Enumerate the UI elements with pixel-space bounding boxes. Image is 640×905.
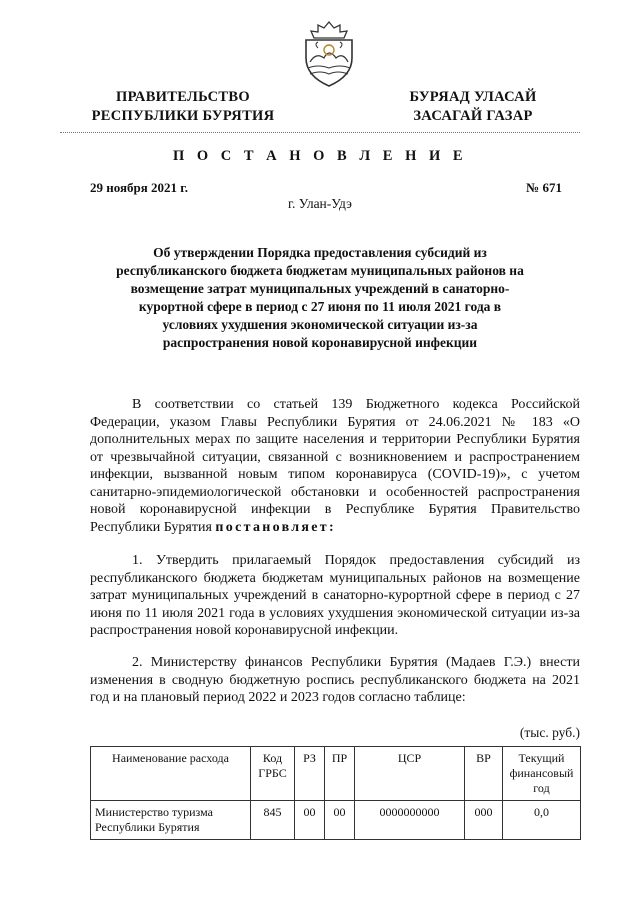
col-header-csr: ЦСР xyxy=(355,747,465,801)
document-city: г. Улан-Удэ xyxy=(288,196,352,211)
clause-1-paragraph: 1. Утвердить прилагаемый Порядок предоставления субсидий из республиканского бюджета бюджетам муниципальных районов на возмещение затрат муниципальных учреждений в санаторно-курортной сфере в период с 27 июня по 11 июля 2021 года в условиях ухудшения экономической ситуации из-за распространения новой коронавирусной инфекции. xyxy=(90,553,580,638)
header-left-line1: ПРАВИТЕЛЬСТВО xyxy=(116,89,250,105)
coat-of-arms-emblem xyxy=(296,18,362,90)
cell-csr: 0000000000 xyxy=(355,801,465,840)
cell-year: 0,0 xyxy=(503,801,581,840)
col-header-year: Текущий финансовый год xyxy=(503,747,581,801)
header-left-line2: РЕСПУБЛИКИ БУРЯТИЯ xyxy=(91,108,275,124)
document-subject: Об утверждении Порядка предоставления субсидий из республиканского бюджета бюджетам муниципальных районов на возмещение затрат муниципальных учреждений в санаторно-курортной сфере в период с 27 июня по 11 июля 2021 года в условиях ухудшения экономической ситуации из-за распространения новой коронавирусной инфекции xyxy=(116,245,524,350)
preamble-paragraph xyxy=(90,396,580,536)
table-row xyxy=(91,801,581,840)
document-type-title: П О С Т А Н О В Л Е Н И Е xyxy=(172,148,468,164)
document-date: 29 ноября 2021 г. xyxy=(90,180,188,195)
document-number: № 671 xyxy=(526,180,562,195)
cell-name: Министерство туризма Республики Бурятия xyxy=(91,801,251,840)
col-header-name: Наименование расхода xyxy=(91,747,251,801)
resolves-keyword: постановляет: xyxy=(215,519,336,535)
cell-pr: 00 xyxy=(325,801,355,840)
preamble-text: В соответствии со статьей 139 Бюджетного кодекса Российской Федерации, указом Главы Республики Бурятия от 24.06.2021 № 183 «О дополнительных мерах по защите населения и территории Республики Бурятия от чрезвычайной ситуации, связанной с возникновением и распространением инфекции, вызванной новым типом коронавируса (COVID-19)», с учетом санитарно-эпидемиологической обстановки и особенностей распространения новой коронавирусной инфекции в Республике Бурятия Правительство Республики Бурятия xyxy=(90,397,580,535)
col-header-grbs: Код ГРБС xyxy=(251,747,295,801)
col-header-pr: ПР xyxy=(325,747,355,801)
table-header-row xyxy=(91,747,581,801)
header-divider xyxy=(60,132,580,133)
cell-vr: 000 xyxy=(465,801,503,840)
header-right-line1: БУРЯАД УЛАСАЙ xyxy=(409,89,537,105)
col-header-rz: РЗ xyxy=(295,747,325,801)
cell-grbs: 845 xyxy=(251,801,295,840)
col-header-vr: ВР xyxy=(465,747,503,801)
cell-rz: 00 xyxy=(295,801,325,840)
government-name-russian xyxy=(78,88,288,126)
clause-2-paragraph: 2. Министерству финансов Республики Бурятия (Мадаев Г.Э.) внести изменения в сводную бюджетную роспись республиканского бюджета на 2021 год и на плановый период 2022 и 2023 годов согласно таблице: xyxy=(90,655,580,705)
header-right-line2: ЗАСАГАЙ ГАЗАР xyxy=(413,108,533,124)
budget-table xyxy=(90,746,581,840)
table-unit-label: (тыс. руб.) xyxy=(519,725,580,740)
government-name-buryat xyxy=(388,88,558,126)
